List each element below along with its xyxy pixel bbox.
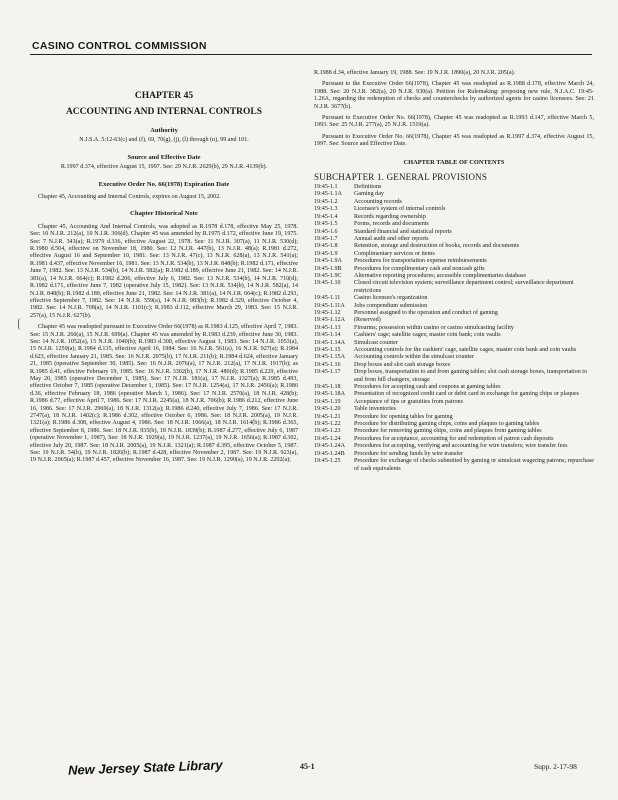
toc-section-number: 19:45-1.12	[314, 309, 341, 316]
source-heading: Source and Effective Date	[127, 153, 201, 161]
toc-section-title: Cashiers' cage; satellite cages; master coin bank; coin vaults	[354, 332, 501, 339]
toc-row	[314, 251, 594, 258]
executive-order-text: Chapter 45, Accounting and Internal Controls, expires on August 15, 2002.	[38, 194, 221, 201]
toc-row	[314, 458, 594, 473]
toc-section-number: 19:45-1.1A	[314, 191, 342, 198]
toc-section-title: Casino licensee's organization	[354, 295, 428, 302]
toc-section-number: 19:45-1.6	[314, 228, 338, 235]
toc-section-title: Gaming day	[354, 191, 384, 198]
authority-heading: Authority	[150, 127, 178, 134]
toc-section-number: 19:45-1.9A	[314, 258, 342, 265]
toc-section-number: 19:45-1.24	[314, 435, 341, 442]
toc-section-title: Procedures for accepting cash and coupons at gaming tables	[354, 384, 501, 391]
toc-section-title: Definitions	[354, 184, 382, 191]
toc-section-title: Table inventories	[354, 406, 397, 413]
toc-row	[314, 414, 594, 421]
toc-section-number: 19:45-1.8	[314, 243, 338, 250]
toc-section-number: 19:45-1.14	[314, 332, 341, 339]
toc-row	[314, 184, 594, 191]
toc-section-number: 19:45-1.2	[314, 198, 338, 205]
toc-row	[314, 332, 594, 339]
toc-section-number: 19:45-1.14A	[314, 339, 345, 346]
toc-row	[314, 451, 594, 458]
toc-row	[314, 280, 594, 295]
toc-section-number: 19:45-1.24B	[314, 450, 345, 457]
toc-row	[314, 369, 594, 384]
toc-section-title: Procedures for acceptance, accounting for and redemption of patron cash deposits	[354, 435, 554, 442]
toc-section-title: Closed circuit television system; surveillance department control; surveillance department restrictions	[354, 280, 574, 294]
toc-section-title: Procedure for sending funds by wire transfer	[354, 450, 463, 457]
toc-section-title: Drop boxes and slot cash storage boxes	[354, 361, 451, 368]
toc-row	[314, 443, 594, 450]
toc-section-title: Acceptance of tips or gratuities from patrons	[354, 398, 463, 405]
toc-row	[314, 325, 594, 332]
toc-row	[314, 214, 594, 221]
historical-note-paragraph-2: Chapter 45 was readopted pursuant to Executive Order 66(1978) as R.1983 d.125, effective April 7, 1983. See: 15 N.J.R. 260(a), 15 N.J.R. 699(a). Chapter 45 was amended by R.1983 d.239, effective June 30, 1983. See: 14 N.J.R. 1052(a), 15 N.J.R. 1040(b); R.1983 d.300, effective August 1, 1983. See: 14 N.J.R. 1053(a), 15 N.J.R. 1259(a); R.1984 d.135, effective April 16, 1984. See: 16 N.J.R. 561(a), 16 N.J.R. 927(a); R.1984 d.623, effective January 21, 1985. See: 16 N.J.R. 2975(b), 17 N.J.R. 211(b); R.1984 d.624, effective January 21, 1985 (operative September 30, 1985). See: 16 N.J.R. 2076(a), 17 N.J.R. 212(a), 17 N.J.R. 1917(b); as R.1985 d.41, effective February 19, 1985. See: 16 N.J.R. 3302(b), 17 N.J.R. 480(d); R.1985 d.229, effective May 20, 1985 (operative December 1, 1985). See: 17 N.J.R. 181(a), 17 N.J.R. 1327(a); R.1985 d.493, effective October 7, 1985 (operative December 1, 1985). See: 17 N.J.R. 1254(a), 17 N.J.R. 2456(a); R.1986 d.36, effective February 18, 1986 (operative March 1, 1986). See: 17 N.J.R. 2570(a), 18 N.J.R. 428(b); R.1986 d.77, effective April 7, 1986. See: 17 N.J.R. 2245(a), 18 N.J.R. 706(b); R.1986 d.212, effective June 16, 1986. See: 17 N.J.R. 2969(a), 18 N.J.R. 1312(a); R.1986 d.240, effective July 7, 1986. See: 17 N.J.R. 2747(a), 18 N.J.R. 1402(c); R.1986 d.302, effective October 6, 1986. See: 18 N.J.R. 2005(a), 19 N.J.R. 1321(a); R.1986 d.308, effective August 4, 1986. See: 18 N.J.R. 1066(a), 18 N.J.R. 1614(b); R.1986 d.365, effective September 8, 1986. See: 18 N.J.R. 935(b), 18 N.J.R. 1839(b); R.1987 d.277, effective July 6, 1987 (operative November 1, 1987), See: 18 N.J.R. 1929(a), 19 N.J.R. 1237(a), 19 N.J.R. 1656(a); R.1987 d.302, effective July 20, 1987. See: 18 N.J.R. 2005(a), 19 N.J.R. 1321(a); R.1987 d.395, effective October 5, 1987. See: 19 N.J.R. 54(b), 19 N.J.R. 1826(b); R.1987 d.428, effective November 2, 1987. See: 19 N.J.R. 923(a), 19 N.J.R. 2065(a); R.1987 d.457, effective November 16, 1987. See: 19 N.J.R. 1290(a), 19 N.J.R. 2202(a);	[30, 324, 298, 464]
toc-section-title: Presentation of recognized credit card or debit card in exchange for gaming chips or plaques	[354, 391, 580, 398]
toc-row	[314, 340, 594, 347]
toc-section-number: 19:45-1.13	[314, 324, 341, 331]
right-column	[314, 70, 594, 473]
toc-section-title: Procedures for accepting, verifying and accounting for wire transfers; wire transfer fees	[354, 443, 568, 450]
toc-section-number: 19:45-1.15A	[314, 354, 345, 361]
toc-section-number: 19:45-1.18A	[314, 391, 345, 398]
readoption-paragraph-2: Pursuant to Executive Order No. 66(1978), Chapter 45 was readopted as R.1993 d.147, effective March 5, 1993. See: 25 N.J.R. 277(a), 25 N.J.R. 1519(a).	[314, 115, 594, 129]
supplement-date: Supp. 2-17-98	[534, 762, 577, 771]
toc-section-number: 19:45-1.19	[314, 398, 341, 405]
toc-section-title: Drop boxes, transportation to and from gaming tables; slot cash storage boxes, transportation to and from bill changers; storage	[354, 369, 588, 383]
toc-section-title: Accounting controls for the cashiers' cage, satellite cages, master coin bank and coin vaults	[354, 347, 577, 353]
toc-section-title: Licensee's system of internal controls	[354, 206, 446, 213]
readoption-paragraph-3: Pursuant to Executive Order No. 66(1978), Chapter 45 was readopted as R.1997 d.374, effective August 15, 1997. See: Source and Effective Date.	[314, 133, 594, 148]
margin-mark	[18, 318, 24, 330]
toc-section-number: 19:45-1.24A	[314, 443, 345, 450]
toc-section-number: 19:45-1.3	[314, 206, 338, 213]
toc-row	[314, 354, 594, 361]
toc-section-number: 19:45-1.11A	[314, 302, 345, 309]
toc-row	[314, 273, 594, 280]
toc-row	[314, 399, 594, 406]
toc-section-title: Standard financial and statistical reports	[354, 228, 452, 235]
chapter-number: CHAPTER 45	[134, 91, 194, 101]
chapter-title: ACCOUNTING AND INTERNAL CONTROLS	[65, 107, 263, 117]
toc-section-title: (Reserved)	[354, 317, 381, 324]
toc-row	[314, 258, 594, 265]
toc-section-number: 19:45-1.5	[314, 221, 338, 228]
running-head: CASINO CONTROL COMMISSION	[32, 40, 207, 52]
toc-section-title: Procedure for opening tables for gaming	[354, 413, 453, 420]
readoption-paragraph-1: Pursuant to the Executive Order 66(1978), Chapter 45 was readopted as R.1988 d.178, effective March 24, 1988. See: 20 N.J.R. 382(a), 20 N.J.R. 930(a). Petition for Rulemaking: proposing new rule, N.J.A.C. 19:45-1.26A, regarding the redemption of checks and counterchecks by authorized agents for casino licensees. See: 21 N.J.R. 3677(b).	[314, 81, 594, 110]
page-number: 45-1	[300, 762, 315, 771]
toc-row	[314, 229, 594, 236]
toc-section-number: 19:45-1.12A	[314, 317, 345, 324]
toc-section-number: 19:45-1.18	[314, 384, 341, 391]
toc-section-number: 19:45-1.7	[314, 235, 338, 242]
toc-section-number: 19:45-1.20	[314, 406, 341, 413]
toc-row	[314, 206, 594, 213]
toc-section-number: 19:45-1.15	[314, 347, 341, 353]
authority-text: N.J.S.A. 5:12-63(c) and (f), 69, 70(g), (j), (l) through (n), 99 and 101.	[79, 137, 249, 144]
toc-row	[314, 266, 594, 273]
toc-section-number: 19:45-1.22	[314, 421, 341, 428]
toc-section-title: Annual audit and other reports	[354, 235, 429, 242]
toc-section-title: Records regarding ownership	[354, 213, 426, 220]
toc-row	[314, 303, 594, 310]
toc-row	[314, 317, 594, 324]
historical-note-paragraph-1: Chapter 45, Accounting And Internal Controls, was adopted as R.1978 d.178, effective May 25, 1978. See: 10 N.J.R. 212(a), 10 N.J.R. 306(d). Chapter 45 was amended by R.1975 d.172, effective June 19, 1975. See: 7 N.J.R. 343(a); R.1979 d.336, effective August 22, 1978. See: 11 N.J.R. 307(a), 11 N.J.R. 530(d); R.1980 d.504, effective on November 18, 1980. See: 12 N.J.R. 447(b), 13 N.J.R. 48(a); R.1981 d.272, effective August 16 and September 10, 1981. See: 13 N.J.R. 47(c), 13 N.J.R. 628(a), 13 N.J.R. 541(a); R.1981 d.437, effective November 16, 1981. See: 13 N.J.R. 534(b), 13 N.J.R. 848(b); R.1982 d.171, effective June 7, 1982. See: 13 N.J.R. 534(b), 14 N.J.R. 582(a); R.1982 d.189, effective June 21, 1982. See: 14 N.J.R. 381(a), 14 N.J.R. 664(c); R.1982 d.206, effective July 6, 1982. See: 13 N.J.R. 534(b), 14 N.J.R. 710(d); R.1982 d.171, effective June 7, 1982 (operative July 15, 1982). See: 13 N.J.R. 534(b), 14 N.J.R. 582(a), 14 N.J.R. 848(b); R.1982 d.189, effective June 21, 1982. See: 14 N.J.R. 381(a), 14 N.J.R. 664(c); R.1982 d.293, effective September 7, 1982. See: 14 N.J.R. 559(a), 14 N.J.R. 983(b); R.1982 d.329, effective October 4, 1982. See: 14 N.J.R. 708(a), 14 N.J.R. 1101(c); R.1983 d.112, effective March 29, 1983. See: 15 N.J.R. 257(a), 15 N.J.R. 627(b).	[30, 223, 298, 319]
toc-section-title: Accounting records	[354, 198, 402, 205]
toc-row	[314, 428, 594, 435]
toc-row	[314, 191, 594, 198]
toc-section-title: Forms, records and documents	[354, 221, 429, 228]
toc-row	[314, 221, 594, 228]
toc-section-number: 19:45-1.9	[314, 250, 338, 257]
toc-section-title: Firearms; possession within casino or casino simulcasting facility	[354, 324, 514, 331]
toc-section-number: 19:45-1.21	[314, 413, 341, 420]
toc-row	[314, 295, 594, 302]
toc-section-title: Procedures for complimentary cash and noncash gifts	[354, 265, 485, 272]
toc-section-number: 19:45-1.9B	[314, 265, 342, 272]
source-text: R.1997 d.374, effective August 15, 1997. See: 29 N.J.R. 2629(b), 29 N.J.R. 4139(b).	[60, 164, 268, 171]
toc-section-title: Procedure for distributing gaming chips, coins and plaques to gaming tables	[354, 421, 540, 428]
table-of-contents	[314, 184, 594, 473]
executive-order-heading: Executive Order No. 66(1978) Expiration Date	[98, 180, 230, 188]
toc-section-title: Procedure for removing gaming chips, coins and plaques from gaming tables	[354, 428, 542, 435]
toc-section-number: 19:45-1.17	[314, 369, 341, 376]
toc-section-number: 19:45-1.4	[314, 213, 338, 220]
toc-section-title: Alternative reporting procedures; accessible complimentaries database	[354, 272, 527, 279]
toc-section-number: 19:45-1.9C	[314, 272, 342, 279]
toc-section-number: 19:45-1.16	[314, 361, 341, 368]
toc-heading: CHAPTER TABLE OF CONTENTS	[403, 158, 505, 166]
toc-section-title: Jobs compendium submission	[354, 302, 428, 309]
historical-note-continued: R.1988 d.34, effective January 19, 1988. See: 19 N.J.R. 1890(a), 20 N.J.R. 205(a).	[314, 70, 516, 76]
toc-section-title: Complimentary services or items	[354, 250, 435, 257]
toc-row	[314, 406, 594, 413]
toc-section-title: Accounting controls within the simulcast counter	[354, 354, 474, 361]
toc-section-title: Simulcast counter	[354, 339, 398, 346]
toc-row	[314, 347, 594, 354]
toc-section-number: 19:45-1.25	[314, 458, 341, 465]
toc-section-title: Procedures for transportation expense reimbursements	[354, 258, 487, 265]
left-column	[30, 78, 298, 465]
subchapter-heading: SUBCHAPTER 1. GENERAL PROVISIONS	[314, 172, 488, 183]
toc-row	[314, 243, 594, 250]
toc-section-number: 19:45-1.11	[314, 295, 341, 302]
toc-section-title: Retention, storage and destruction of books, records and documents	[354, 243, 520, 250]
toc-row	[314, 391, 594, 398]
historical-note-heading: Chapter Historical Note	[130, 210, 198, 218]
toc-section-title: Personnel assigned to the operation and conduct of gaming	[354, 309, 498, 316]
library-stamp: New Jersey State Library	[67, 757, 223, 778]
toc-section-number: 19:45-1.23	[314, 428, 341, 435]
toc-section-title: Procedure for exchange of checks submitted by gaming or simulcast wagering patrons; repurchase of cash equivalents	[354, 458, 594, 472]
header-rule	[30, 54, 592, 55]
toc-section-number: 19:45-1.1	[314, 184, 338, 191]
toc-section-number: 19:45-1.10	[314, 280, 341, 287]
